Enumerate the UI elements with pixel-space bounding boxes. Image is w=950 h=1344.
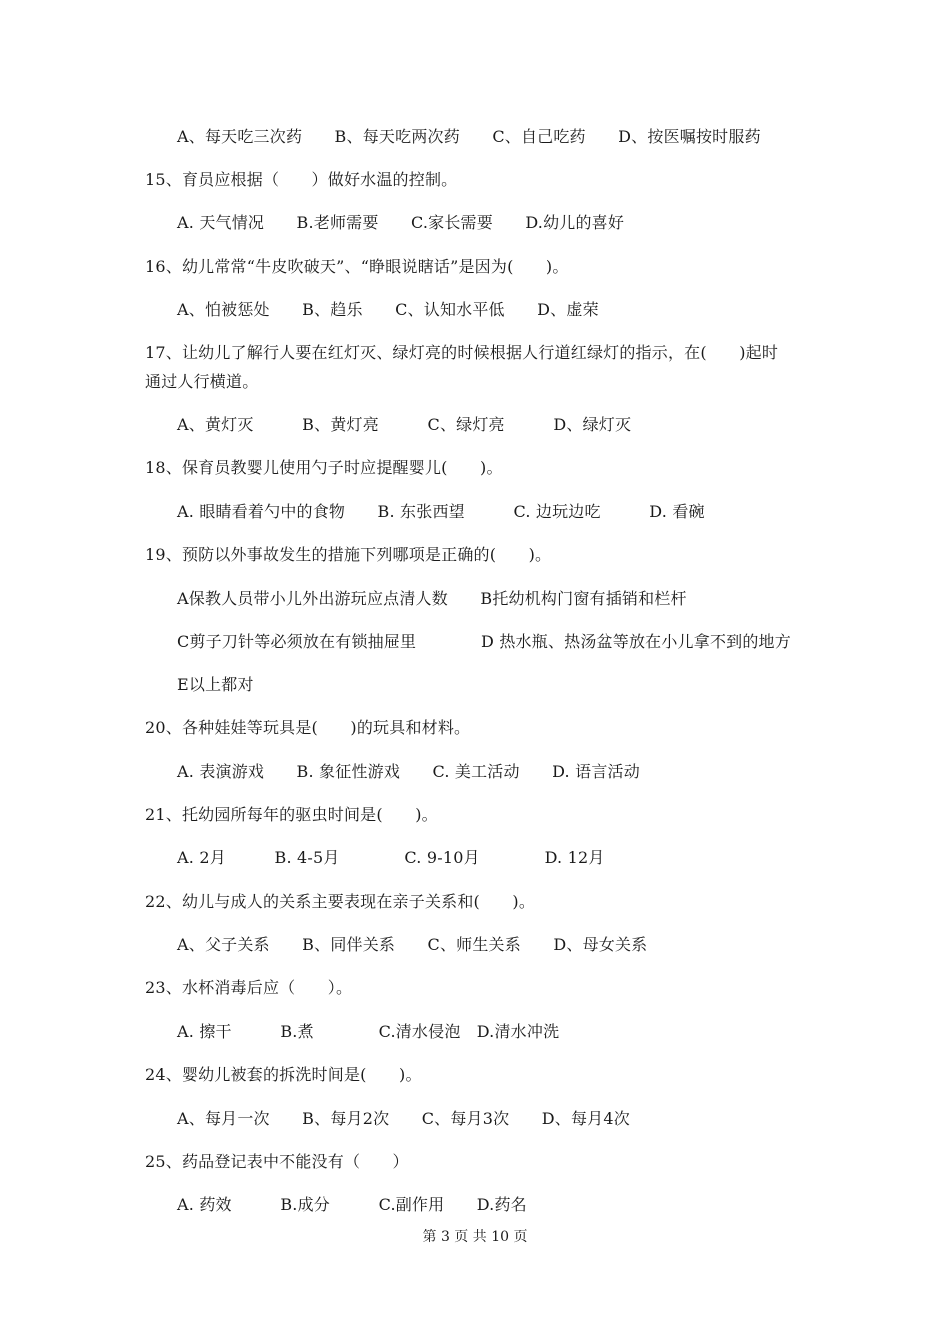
question-line: 23、水杯消毒后应（ ）。 (145, 978, 353, 997)
question-line: 16、幼儿常常“牛皮吹破天”、“睁眼说瞎话”是因为( )。 (145, 257, 569, 276)
question-line: 21、托幼园所每年的驱虫时间是( )。 (145, 805, 438, 824)
option-line: A. 药效 B.成分 C.副作用 D.药名 (177, 1195, 527, 1214)
question-line: 15、育员应根据（ ）做好水温的控制。 (145, 170, 458, 189)
option-line: A、父子关系 B、同伴关系 C、师生关系 D、母女关系 (177, 935, 648, 954)
option-line: A、每月一次 B、每月2次 C、每月3次 D、每月4次 (177, 1109, 630, 1128)
page-footer: 第 3 页 共 10 页 (422, 1229, 528, 1245)
question-line: 25、药品登记表中不能没有（ ） (145, 1152, 409, 1171)
option-line: A保教人员带小儿外出游玩应点清人数 B托幼机构门窗有插销和栏杆 (177, 589, 687, 608)
question-line: 17、让幼儿了解行人要在红灯灭、绿灯亮的时候根据人行道红绿灯的指示，在( )起时 (145, 343, 779, 362)
option-line: A、怕被惩处 B、趋乐 C、认知水平低 D、虚荣 (177, 300, 599, 319)
question-line: 20、各种娃娃等玩具是( )的玩具和材料。 (145, 718, 471, 737)
option-line: A. 擦干 B.煮 C.清水侵泡 D.清水冲洗 (177, 1022, 560, 1041)
option-line: A、黄灯灭 B、黄灯亮 C、绿灯亮 D、绿灯灭 (177, 415, 632, 434)
question-line: 22、幼儿与成人的关系主要表现在亲子关系和( )。 (145, 892, 536, 911)
question-line: 18、保育员教婴儿使用勺子时应提醒婴儿( )。 (145, 458, 503, 477)
option-line: A. 2月 B. 4-5月 C. 9-10月 D. 12月 (177, 848, 605, 867)
question-line: 24、婴幼儿被套的拆洗时间是( )。 (145, 1065, 422, 1084)
option-line: A. 表演游戏 B. 象征性游戏 C. 美工活动 D. 语言活动 (177, 762, 640, 781)
option-line: A. 天气情况 B.老师需要 C.家长需要 D.幼儿的喜好 (177, 213, 625, 232)
option-line: A、每天吃三次药 B、每天吃两次药 C、自己吃药 D、按医嘱按时服药 (177, 127, 761, 146)
question-line: 通过人行横道。 (145, 372, 259, 391)
question-line: 19、预防以外事故发生的措施下列哪项是正确的( )。 (145, 545, 552, 564)
option-line: E以上都对 (177, 675, 254, 694)
option-line: C剪子刀针等必须放在有锁抽屉里 D 热水瓶、热汤盆等放在小儿拿不到的地方 (177, 632, 791, 651)
option-line: A. 眼睛看着勺中的食物 B. 东张西望 C. 边玩边吃 D. 看碗 (177, 502, 705, 521)
